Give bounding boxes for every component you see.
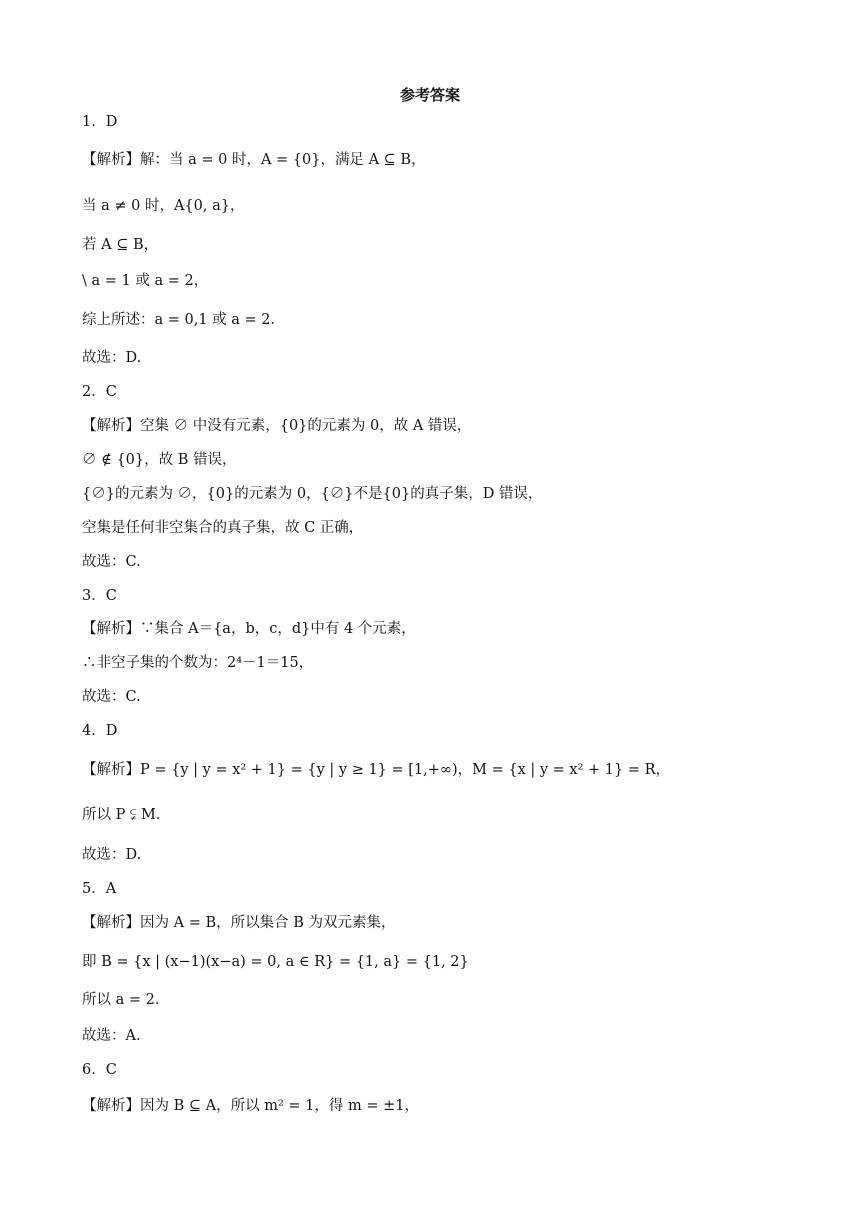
answer-1-line-2: 当 a ≠ 0 时，A{0, a}， <box>82 198 245 214</box>
answer-4-line-2: 所以 P ⫋ M． <box>82 807 171 823</box>
answer-5-choice: 故选：A. <box>82 1028 141 1044</box>
answer-2-line-2: ∅ ∉ {0}，故 B 错误， <box>82 452 237 468</box>
answer-4-line-1: 【解析】P = {y | y = x² + 1} = {y | y ≥ 1} = [1,+∞)，M = {x | y = x² + 1} = R， <box>82 762 671 778</box>
page-title: 参考答案 <box>399 86 460 104</box>
answer-6-line-1: 【解析】因为 B ⊆ A，所以 m² = 1，得 m = ±1， <box>82 1098 419 1114</box>
answer-1-line-5: 综上所述：a = 0,1 或 a = 2． <box>82 312 286 328</box>
answer-1-line-1: 【解析】解：当 a = 0 时，A = {0}，满足 A ⊆ B， <box>82 152 426 168</box>
answer-3-line-1: 【解析】∵集合 A＝{a，b，c，d}中有 4 个元素， <box>82 621 416 637</box>
answer-1-line-4: \ a = 1 或 a = 2， <box>82 273 209 289</box>
answer-1-choice: 故选：D. <box>82 350 142 366</box>
answer-2-heading: 2．C <box>82 384 117 400</box>
answer-1-heading: 1．D <box>82 114 118 130</box>
answer-5-heading: 5．A <box>82 881 117 897</box>
answer-5-line-1: 【解析】因为 A = B，所以集合 B 为双元素集， <box>82 915 396 931</box>
answer-3-line-2: ∴非空子集的个数为：2⁴－1＝15， <box>82 655 314 671</box>
answer-4-heading: 4．D <box>82 723 118 739</box>
answer-5-line-3: 所以 a = 2． <box>82 992 170 1008</box>
answer-6-heading: 6．C <box>82 1062 117 1078</box>
answer-5-line-2: 即 B = {x | (x−1)(x−a) = 0, a ∈ R} = {1, a} = {1, 2} <box>82 954 469 970</box>
answer-2-line-3: {∅}的元素为 ∅，{0}的元素为 0，{∅}不是{0}的真子集，D 错误， <box>82 486 543 502</box>
answer-2-line-1: 【解析】空集 ∅ 中没有元素，{0}的元素为 0，故 A 错误， <box>82 418 472 434</box>
answer-2-line-4: 空集是任何非空集合的真子集，故 C 正确， <box>82 520 364 536</box>
answer-3-heading: 3．C <box>82 588 117 604</box>
answer-1-line-3: 若 A ⊆ B， <box>82 237 159 253</box>
answer-2-choice: 故选：C. <box>82 554 141 570</box>
answer-4-choice: 故选：D. <box>82 847 142 863</box>
answer-3-choice: 故选：C. <box>82 689 141 705</box>
